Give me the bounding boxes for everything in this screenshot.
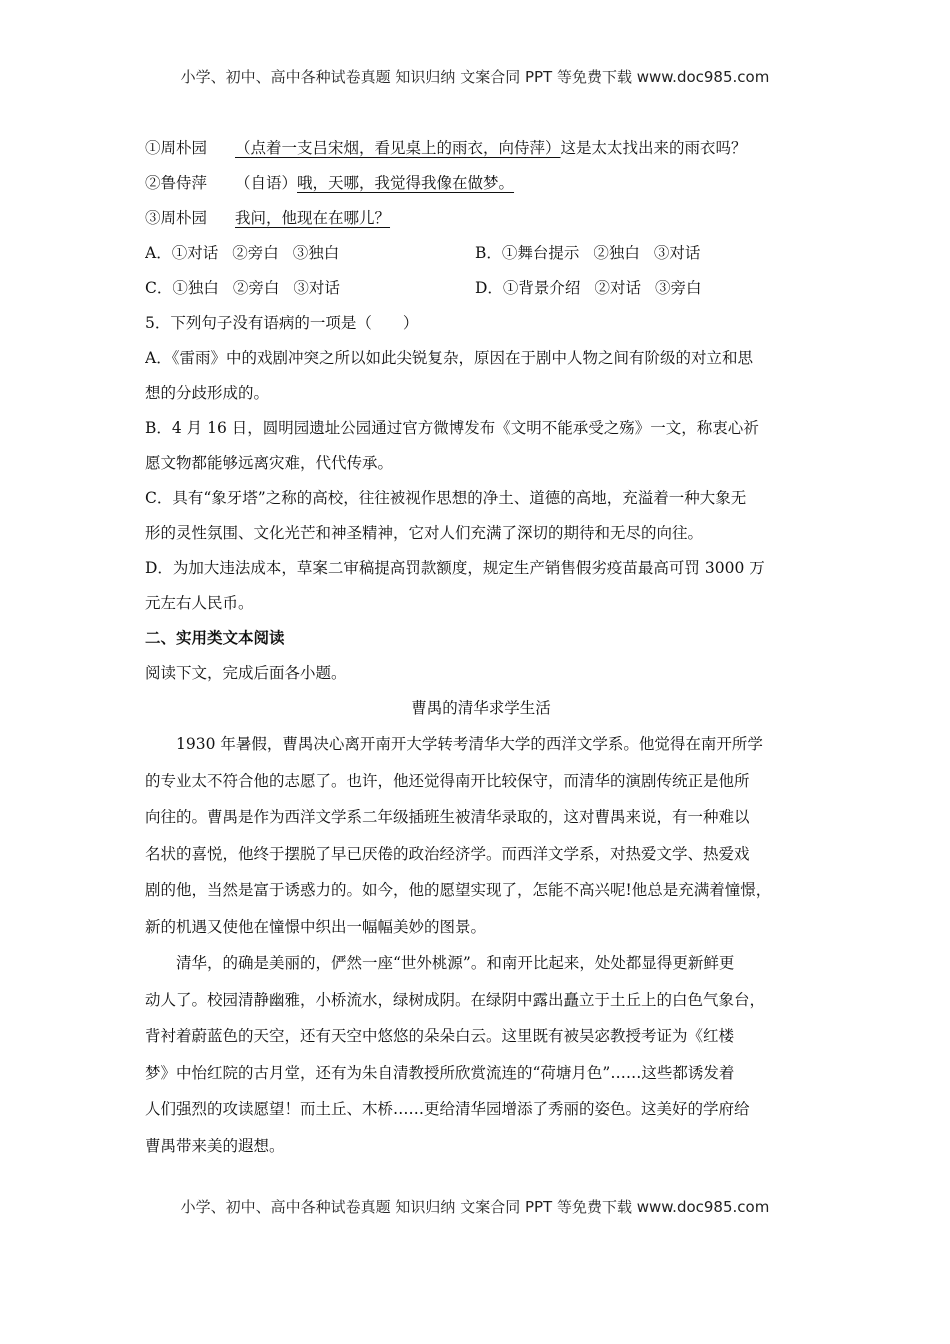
option-d-part-3: ③旁白 <box>654 279 702 297</box>
option-b-part-3: ③对话 <box>653 244 701 262</box>
option-b-part-2: ②独白 <box>593 244 640 262</box>
paragraph-line: 1930 年暑假，曹禺决心离开南开大学转考清华大学的西洋文学系。他觉得在南开所学 <box>176 735 763 753</box>
paragraph-line: 曹禺带来美的遐想。 <box>145 1136 285 1155</box>
paragraph-line: 清华，的确是美丽的，俨然一座“世外桃源”。和南开比起来，处处都显得更新鲜更 <box>176 954 735 972</box>
dialogue-text: 我问，他现在在哪儿？ <box>235 209 391 227</box>
speaker-label: ①周朴园 <box>145 139 208 157</box>
option-d-part-1: D．①背景介绍 <box>475 279 581 297</box>
stage-direction: （点着一支吕宋烟，看见桌上的雨衣，向侍萍） <box>235 139 561 157</box>
stage-direction: （自语） <box>235 174 298 192</box>
dialogue-text: 这是太太找出来的雨衣吗？ <box>560 139 747 157</box>
q4-line-3 <box>145 201 817 236</box>
q4-line-2 <box>145 166 817 201</box>
paragraph-line: 向往的。曹禺是作为西洋文学系二年级插班生被清华录取的，这对曹禺来说，有一种难以 <box>145 808 750 826</box>
dialogue-text: 哦，天哪，我觉得我像在做梦。 <box>297 174 515 192</box>
option-a <box>145 236 475 271</box>
speaker-label: ③周朴园 <box>145 209 208 227</box>
paragraph-line: 的专业太不符合他的志愿了。也许，他还觉得南开比较保守，而清华的演剧传统正是他所 <box>145 771 750 790</box>
q4-options-row-1 <box>145 236 817 271</box>
paragraph-line: 新的机遇又使他在憧憬中织出一幅幅美妙的图景。 <box>145 917 487 936</box>
q5-option-b-line-1: B．4 月 16 日，圆明园遗址公园通过官方微博发布《文明不能承受之殇》一文，称衷心祈 <box>145 419 759 437</box>
option-a-part-2: ②旁白 <box>232 244 279 262</box>
q5-option-d-line-1: D．为加大违法成本，草案二审稿提高罚款额度，规定生产销售假劣疫苗最高可罚 3000 万 <box>145 559 765 577</box>
speaker-label: ②鲁侍萍 <box>145 174 208 192</box>
q5-option-a-line-2: 想的分歧形成的。 <box>145 384 270 402</box>
paragraph-line: 动人了。校园清静幽雅，小桥流水，绿树成阴。在绿阴中露出矗立于土丘上的白色气象台， <box>145 990 766 1009</box>
q5-option-d-line-2: 元左右人民币。 <box>145 594 254 612</box>
option-c <box>145 271 475 306</box>
option-c-part-2: ②旁白 <box>232 279 280 297</box>
article-paragraph-1 <box>145 726 817 945</box>
option-c-part-3: ③对话 <box>293 279 340 297</box>
q5-option-c-line-2: 形的灵性氛围、文化光芒和神圣精神，它对人们充满了深切的期待和无尽的向往。 <box>145 524 704 542</box>
q5-option-b-line-2: 愿文物都能够远离灾难，代代传承。 <box>145 454 394 472</box>
option-b <box>475 236 700 271</box>
q5-stem: 5．下列句子没有语病的一项是（ ） <box>145 314 419 332</box>
reading-instruction: 阅读下文，完成后面各小题。 <box>145 664 347 682</box>
article-paragraph-2 <box>145 945 817 1164</box>
option-d <box>475 271 701 306</box>
paragraph-line: 梦》中怡红院的古月堂，还有为朱自清教授所欣赏流连的“荷塘月色”……这些都诱发着 <box>145 1063 735 1082</box>
option-c-part-1: C．①独白 <box>145 279 219 297</box>
page-content <box>145 131 817 1164</box>
option-b-part-1: B．①舞台提示 <box>475 244 580 262</box>
q5-option-c-line-1: C．具有“象牙塔”之称的高校，往往被视作思想的净土、道德的高地，充溢着一种大象无 <box>145 489 747 507</box>
option-a-part-1: A．①对话 <box>145 244 219 262</box>
option-a-part-3: ③独白 <box>292 244 340 262</box>
section-heading: 二、实用类文本阅读 <box>145 629 285 647</box>
paragraph-line: 名状的喜悦，他终于摆脱了早已厌倦的政治经济学。而西洋文学系，对热爱文学、热爱戏 <box>145 844 750 863</box>
paragraph-line: 剧的他，当然是富于诱惑力的。如今，他的愿望实现了，怎能不高兴呢!他总是充满着憧憬， <box>145 881 772 899</box>
paragraph-line: 背衬着蔚蓝色的天空，还有天空中悠悠的朵朵白云。这里既有被吴宓教授考证为《红楼 <box>145 1027 735 1045</box>
q4-options-row-2 <box>145 271 817 306</box>
article-title: 曹禺的清华求学生活 <box>411 699 551 717</box>
page-footer: 小学、初中、高中各种试卷真题 知识归纳 文案合同 PPT 等免费下载 www.doc985.com <box>180 1198 770 1216</box>
paragraph-line: 人们强烈的攻读愿望！而土丘、木桥……更给清华园增添了秀丽的姿色。这美好的学府给 <box>145 1100 750 1118</box>
q5-option-a-line-1: A．《雷雨》中的戏剧冲突之所以如此尖锐复杂，原因在于剧中人物之间有阶级的对立和思 <box>145 349 753 367</box>
q4-line-1 <box>145 131 817 166</box>
option-d-part-2: ②对话 <box>594 279 641 297</box>
page-header: 小学、初中、高中各种试卷真题 知识归纳 文案合同 PPT 等免费下载 www.doc985.com <box>180 68 770 86</box>
